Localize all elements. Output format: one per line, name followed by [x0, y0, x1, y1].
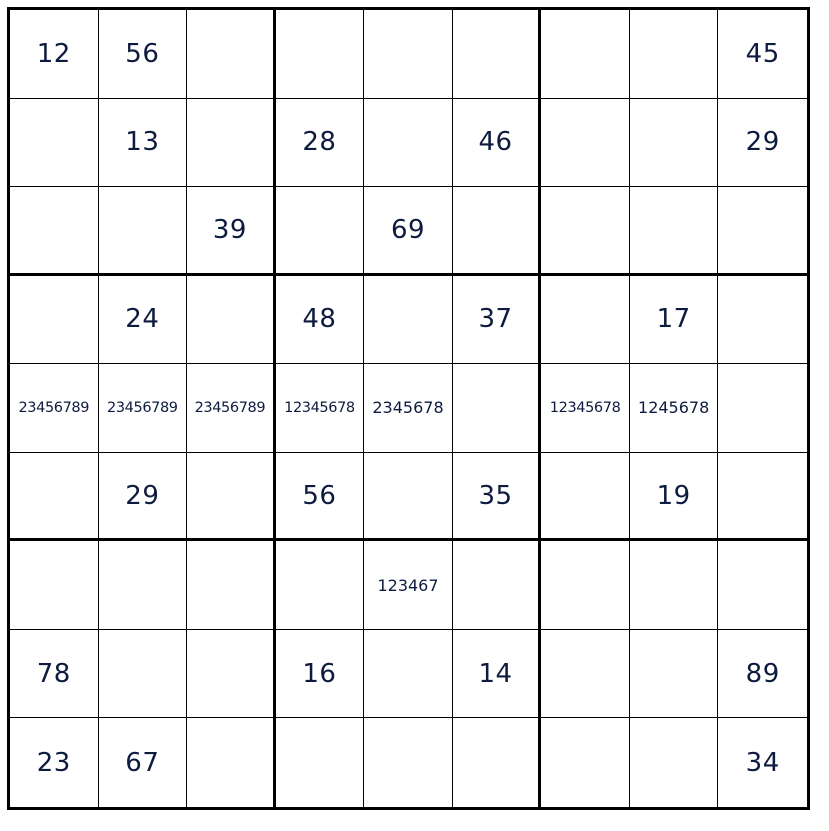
sudoku-cell-r8c8[interactable]: [630, 630, 719, 719]
sudoku-cell-r7c7[interactable]: [541, 541, 630, 630]
sudoku-cell-r1c9[interactable]: 45: [718, 10, 807, 99]
sudoku-cell-r2c5[interactable]: [364, 99, 453, 188]
sudoku-cell-r3c2[interactable]: [99, 187, 188, 276]
sudoku-cell-r1c5[interactable]: [364, 10, 453, 99]
sudoku-cell-r4c8[interactable]: 17: [630, 276, 719, 365]
sudoku-cell-r6c3[interactable]: [187, 453, 276, 542]
sudoku-cell-r7c4[interactable]: [276, 541, 365, 630]
sudoku-cell-r2c1[interactable]: [10, 99, 99, 188]
sudoku-cell-r6c8[interactable]: 19: [630, 453, 719, 542]
sudoku-cell-r6c6[interactable]: 35: [453, 453, 542, 542]
sudoku-cell-r1c7[interactable]: [541, 10, 630, 99]
sudoku-cell-r2c6[interactable]: 46: [453, 99, 542, 188]
sudoku-cell-r3c9[interactable]: [718, 187, 807, 276]
sudoku-cell-r3c6[interactable]: [453, 187, 542, 276]
sudoku-cell-r6c9[interactable]: [718, 453, 807, 542]
sudoku-cell-r7c1[interactable]: [10, 541, 99, 630]
sudoku-cell-r9c3[interactable]: [187, 718, 276, 807]
sudoku-cell-r7c5[interactable]: 123467: [364, 541, 453, 630]
sudoku-cell-r4c2[interactable]: 24: [99, 276, 188, 365]
sudoku-cell-r9c7[interactable]: [541, 718, 630, 807]
sudoku-cell-r8c2[interactable]: [99, 630, 188, 719]
sudoku-cell-r9c5[interactable]: [364, 718, 453, 807]
sudoku-cell-r7c8[interactable]: [630, 541, 719, 630]
sudoku-cell-r3c3[interactable]: 39: [187, 187, 276, 276]
sudoku-cell-r8c4[interactable]: 16: [276, 630, 365, 719]
sudoku-cell-r4c6[interactable]: 37: [453, 276, 542, 365]
sudoku-cell-r4c5[interactable]: [364, 276, 453, 365]
sudoku-cell-r5c3[interactable]: 23456789: [187, 364, 276, 453]
sudoku-cell-r9c2[interactable]: 67: [99, 718, 188, 807]
sudoku-cell-r6c4[interactable]: 56: [276, 453, 365, 542]
sudoku-cell-r4c3[interactable]: [187, 276, 276, 365]
sudoku-cell-r1c1[interactable]: 12: [10, 10, 99, 99]
sudoku-cell-r5c2[interactable]: 23456789: [99, 364, 188, 453]
sudoku-cell-r8c5[interactable]: [364, 630, 453, 719]
sudoku-cell-r9c1[interactable]: 23: [10, 718, 99, 807]
sudoku-cell-r2c4[interactable]: 28: [276, 99, 365, 188]
sudoku-cell-r1c2[interactable]: 56: [99, 10, 188, 99]
sudoku-cell-r4c1[interactable]: [10, 276, 99, 365]
sudoku-cell-r6c2[interactable]: 29: [99, 453, 188, 542]
sudoku-cell-r2c7[interactable]: [541, 99, 630, 188]
sudoku-cell-r3c8[interactable]: [630, 187, 719, 276]
sudoku-cell-r9c9[interactable]: 34: [745, 747, 780, 778]
sudoku-cell-r3c7[interactable]: [541, 187, 630, 276]
sudoku-cell-r2c8[interactable]: [630, 99, 719, 188]
sudoku-cell-r1c4[interactable]: [276, 10, 365, 99]
sudoku-cell-r1c3[interactable]: [187, 10, 276, 99]
sudoku-cell-r1c6[interactable]: [453, 10, 542, 99]
sudoku-cell-r8c3[interactable]: [187, 630, 276, 719]
sudoku-cell-r4c9[interactable]: [718, 276, 807, 365]
sudoku-cell-r5c1[interactable]: 23456789: [10, 364, 99, 453]
sudoku-cell-r6c7[interactable]: [541, 453, 630, 542]
sudoku-cell-r7c3[interactable]: [187, 541, 276, 630]
sudoku-cell-r5c5[interactable]: 2345678: [364, 364, 453, 453]
sudoku-cell-r8c1[interactable]: 78: [10, 630, 99, 719]
sudoku-cell-r2c3[interactable]: [187, 99, 276, 188]
sudoku-cell-r8c9[interactable]: 89: [718, 630, 807, 719]
sudoku-cell-r7c6[interactable]: [453, 541, 542, 630]
sudoku-cell-r2c9[interactable]: 29: [718, 99, 807, 188]
sudoku-cell-r5c8[interactable]: 1245678: [630, 364, 719, 453]
sudoku-cell-r1c8[interactable]: [630, 10, 719, 99]
sudoku-cell-r4c4[interactable]: 48: [276, 276, 365, 365]
sudoku-cell-r8c7[interactable]: [541, 630, 630, 719]
sudoku-cell-r6c5[interactable]: [364, 453, 453, 542]
sudoku-cell-r5c6[interactable]: [453, 364, 542, 453]
sudoku-cell-r6c1[interactable]: [10, 453, 99, 542]
sudoku-cell-r9c8[interactable]: [630, 718, 719, 807]
sudoku-cell-r7c9[interactable]: [718, 541, 807, 630]
sudoku-board: [7, 7, 810, 810]
sudoku-cell-r8c6[interactable]: 14: [453, 630, 542, 719]
sudoku-cell-r7c2[interactable]: [99, 541, 188, 630]
sudoku-cell-r2c2[interactable]: 13: [99, 99, 188, 188]
sudoku-cell-r3c1[interactable]: [10, 187, 99, 276]
sudoku-cell-r5c7[interactable]: 12345678: [541, 364, 630, 453]
sudoku-cell-r9c6[interactable]: [453, 718, 542, 807]
sudoku-cell-r5c4[interactable]: 12345678: [276, 364, 365, 453]
sudoku-cell-r9c4[interactable]: [276, 718, 365, 807]
sudoku-cell-r5c9[interactable]: [718, 364, 807, 453]
sudoku-cell-r4c7[interactable]: [541, 276, 630, 365]
sudoku-cell-r3c4[interactable]: [276, 187, 365, 276]
sudoku-cell-r3c5[interactable]: 69: [364, 187, 453, 276]
